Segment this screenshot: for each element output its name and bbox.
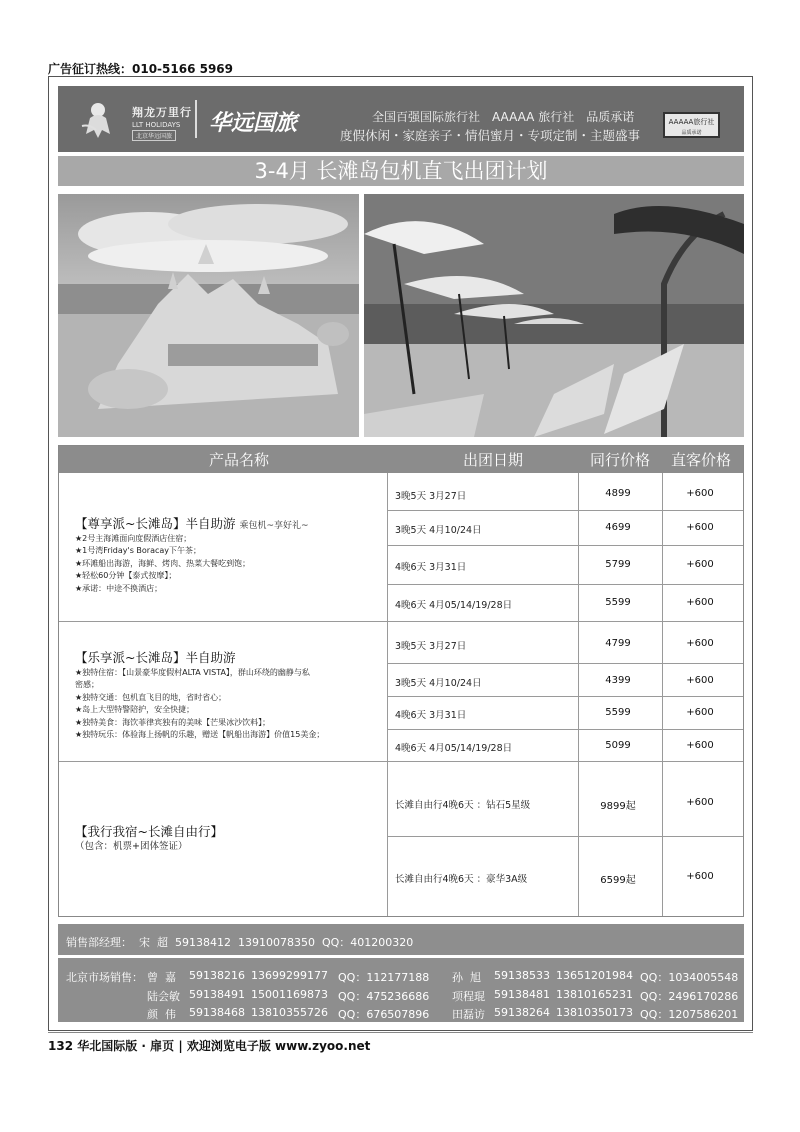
contact-mobile: 13651201984: [556, 969, 633, 982]
quality-badge: [663, 112, 720, 138]
departure-date: 4晚6天 3月31日: [395, 562, 467, 573]
product-title: 【我行我宿~长滩自由行】: [75, 824, 223, 839]
contact-mobile: 13699299177: [251, 969, 328, 982]
sales-manager-label: 销售部经理：: [66, 936, 132, 949]
product-features: [75, 667, 324, 741]
direct-price: +600: [686, 675, 714, 686]
contact-phone: 59138264: [494, 1006, 550, 1019]
page-title: 3-4月 长滩岛包机直飞出团计划: [254, 159, 548, 183]
contact-name: 田磊访: [452, 1008, 485, 1021]
contact-qq: QQ：676507896: [338, 1008, 430, 1021]
peer-price: 6599起: [600, 875, 636, 886]
peer-price: 9899起: [600, 801, 636, 812]
departure-date: 3晚5天 3月27日: [395, 641, 467, 652]
feature-item: ★独特交通：包机直飞目的地，省时省心；: [75, 692, 227, 702]
departure-date: 4晚6天 4月05/14/19/28日: [395, 600, 513, 611]
grid-line: [387, 836, 743, 837]
direct-price: +600: [686, 522, 714, 533]
product-title-text: 【尊享派~长滩岛】半自助游: [75, 516, 236, 531]
direct-price: +600: [686, 488, 714, 499]
header-direct-price: 直客价格: [671, 451, 732, 469]
contact-name: 孙 旭: [452, 971, 481, 984]
feature-item: ★1号湾Friday's Boracay下午茶；: [75, 546, 202, 556]
feature-item: ★环滩船出海游，海鲜、烤肉、热菜大餐吃到饱；: [75, 558, 251, 568]
badge-bottom-text: 品质承诺: [681, 130, 702, 136]
departure-date: 长滩自由行4晚6天 ：豪华3A级: [395, 874, 528, 885]
grid-line: [387, 473, 388, 916]
feature-item: ★独特玩乐：体验海上扬帆的乐趣，赠送【帆船出海游】价值15美金；: [75, 730, 325, 740]
contact-mobile: 13810350173: [556, 1006, 633, 1019]
grid-line: [662, 473, 663, 916]
peer-price: 4899: [605, 488, 631, 499]
peer-price: 5599: [605, 707, 631, 718]
feature-item: ★轻松60分钟【泰式按摩】；: [75, 571, 177, 581]
contact-qq: QQ：112177188: [338, 971, 430, 984]
direct-price: +600: [686, 559, 714, 570]
contact-mobile: 13810165231: [556, 988, 633, 1001]
header-departure-date: 出团日期: [463, 451, 524, 469]
departure-date: 3晚5天 4月10/24日: [395, 525, 482, 536]
beach-umbrella-photo: [364, 194, 744, 437]
logo-divider: [195, 100, 197, 138]
feature-item: ★独特住宿：【山景豪华度假村ALTA VISTA】，群山环绕的幽静与私: [75, 668, 310, 677]
contact-mobile: 13910078350: [238, 936, 315, 949]
feature-item: ★承诺：中途不换酒店；: [75, 583, 163, 593]
contact-qq: QQ：2496170286: [640, 990, 739, 1003]
contact-phone: 59138412: [175, 936, 231, 949]
header-peer-price: 同行价格: [590, 451, 651, 469]
contact-qq: QQ：401200320: [321, 936, 414, 949]
contact-phone: 59138216: [189, 969, 245, 982]
contact-phone: 59138491: [189, 988, 245, 1001]
peer-price: 5599: [605, 597, 631, 608]
grid-line: [59, 621, 743, 622]
contact-phone: 59138481: [494, 988, 550, 1001]
grid-line: [387, 729, 743, 730]
sandcastle-photo: [58, 194, 359, 437]
beijing-sales-label: 北京市场销售：: [66, 971, 143, 984]
ad-hotline: 广告征订热线：010-5166 5969: [48, 62, 234, 76]
departure-date: 4晚6天 4月05/14/19/28日: [395, 743, 513, 754]
grid-line: [59, 761, 743, 762]
peer-price: 5099: [605, 740, 631, 751]
contact-qq: QQ：1207586201: [640, 1008, 739, 1021]
contact-name: 宋 超: [139, 936, 168, 949]
product-features: [75, 533, 250, 595]
grid-line: [578, 473, 579, 916]
feature-item: ★2号主海滩面向度假酒店住宿；: [75, 534, 192, 543]
logo-tag: 北京华远国旅: [132, 130, 176, 141]
contact-phone: 59138468: [189, 1006, 245, 1019]
badge-top-text: AAAAA旅行社: [668, 118, 715, 126]
footer-rule: [48, 1032, 753, 1033]
feature-item: 密感；: [75, 680, 99, 690]
peer-price: 5799: [605, 559, 631, 570]
direct-price: +600: [686, 638, 714, 649]
contact-name: 项程琨: [452, 990, 485, 1003]
header-slogan-2: 度假休闲・家庭亲子・情侣蜜月・专项定制・主题盛事: [340, 128, 641, 143]
departure-date: 3晚5天 3月27日: [395, 491, 467, 502]
peer-price: 4699: [605, 522, 631, 533]
grid-line: [387, 545, 743, 546]
contact-name: 陆会敏: [147, 990, 180, 1003]
contact-mobile: 13810355726: [251, 1006, 328, 1019]
sales-manager-row: [66, 934, 413, 950]
logo-english-name: LLT HOLIDAYS: [132, 121, 181, 129]
contact-name: 曾 嘉: [147, 971, 176, 984]
peer-price: 4799: [605, 638, 631, 649]
grid-line: [387, 663, 743, 664]
product-title: [75, 514, 309, 532]
departure-date: 长滩自由行4晚6天 ：钻石5星级: [395, 800, 531, 811]
feature-item: ★岛上大型特警陪护，安全快捷；: [75, 705, 195, 715]
direct-price: +600: [686, 707, 714, 718]
brand-name: 华远国旅: [209, 111, 298, 136]
grid-line: [387, 510, 743, 511]
feature-item: ★独特美食：海饮菲律宾独有的美味【芒果冰沙饮料】；: [75, 717, 271, 727]
direct-price: +600: [686, 740, 714, 751]
page-footer: 132 华北国际版 · 扉页 | 欢迎浏览电子版 www.zyoo.net: [48, 1039, 371, 1053]
contact-mobile: 15001169873: [251, 988, 328, 1001]
product-note: （包含：机票+团体签证）: [75, 841, 188, 852]
departure-date: 3晚5天 4月10/24日: [395, 678, 482, 689]
header-slogan-1: 全国百强国际旅行社 AAAAA 旅行社 品质承诺: [372, 110, 635, 124]
kangaroo-logo-icon: [76, 96, 120, 140]
direct-price: +600: [686, 797, 714, 808]
contact-qq: QQ：475236686: [338, 990, 430, 1003]
contact-phone: 59138533: [494, 969, 550, 982]
grid-line: [387, 584, 743, 585]
peer-price: 4399: [605, 675, 631, 686]
header-product-name: 产品名称: [209, 451, 270, 469]
grid-line: [387, 696, 743, 697]
direct-price: +600: [686, 871, 714, 882]
logo-chinese-name: 翔龙万里行: [132, 106, 192, 119]
contact-name: 颜 伟: [147, 1008, 176, 1021]
contact-qq: QQ：1034005548: [640, 971, 739, 984]
product-subtitle: 乘包机~享好礼~: [239, 521, 309, 531]
direct-price: +600: [686, 597, 714, 608]
product-title: 【乐享派~长滩岛】半自助游: [75, 650, 236, 665]
departure-date: 4晚6天 3月31日: [395, 710, 467, 721]
